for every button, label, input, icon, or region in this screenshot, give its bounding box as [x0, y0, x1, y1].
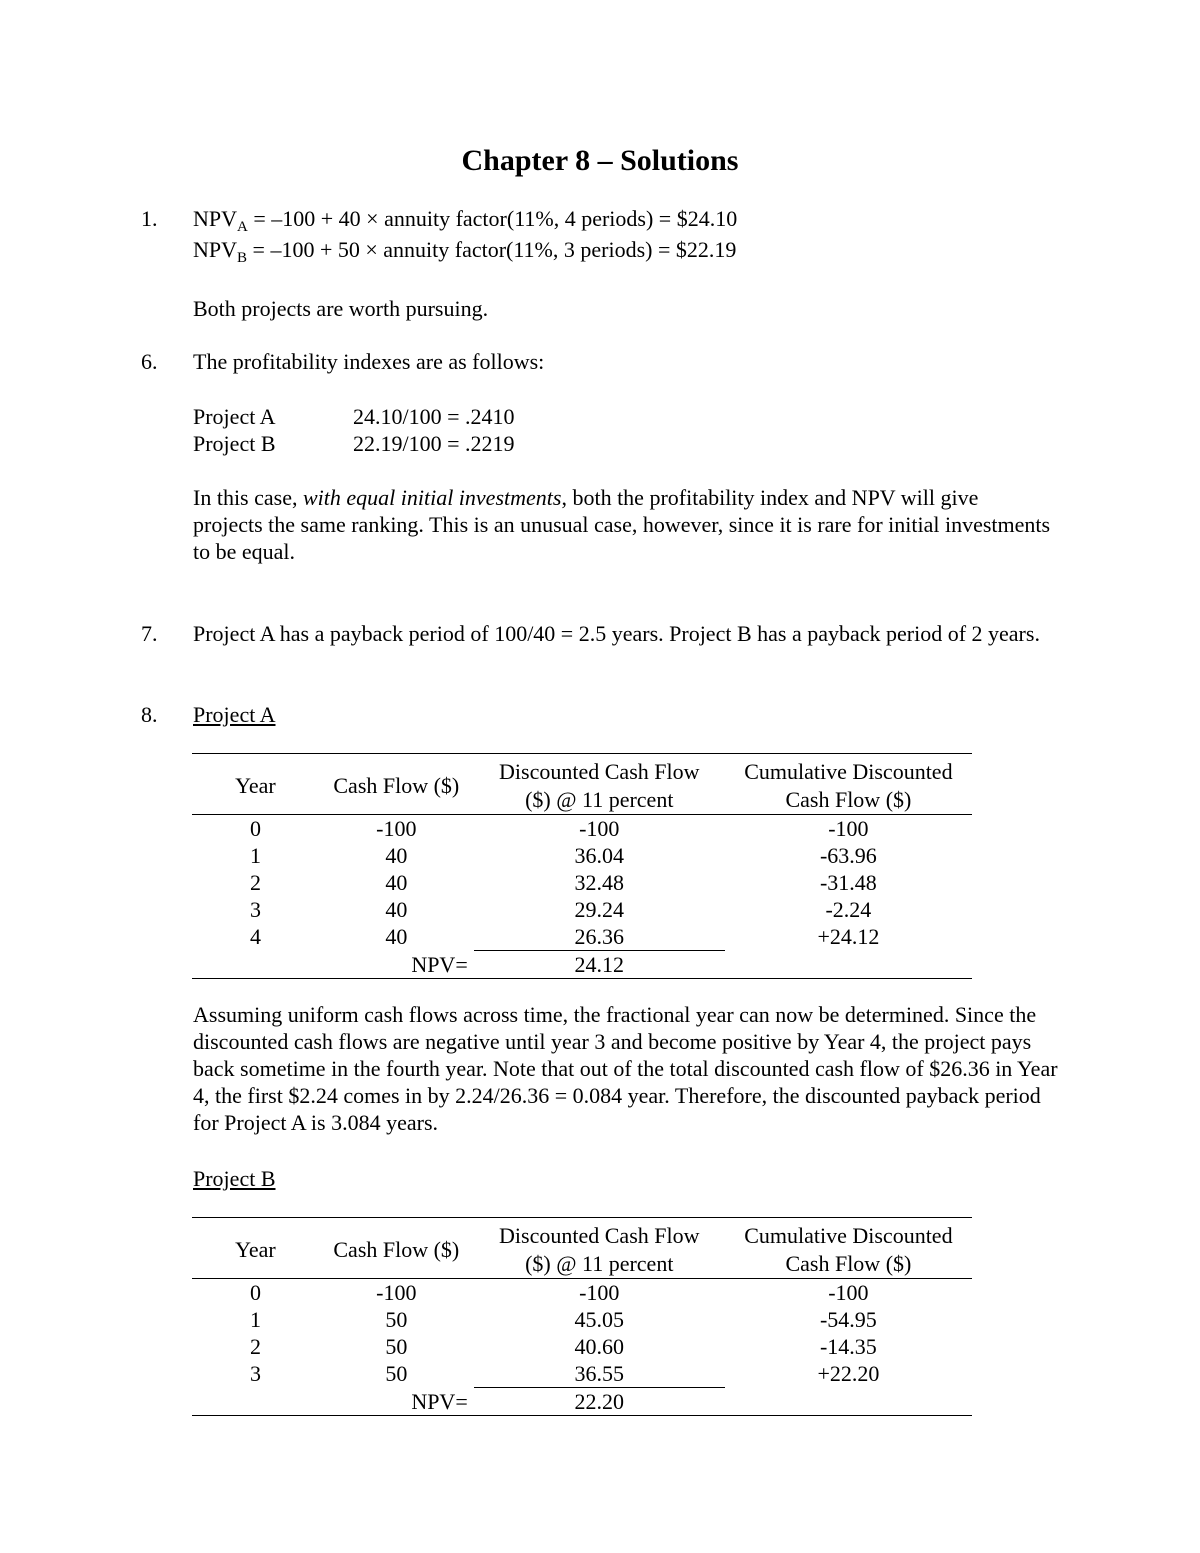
- table-cell: 50: [385, 1307, 408, 1332]
- project-b-table: [192, 1217, 972, 1416]
- table-cell: 0: [249, 816, 261, 841]
- npv-value: 24.12: [474, 951, 725, 979]
- npv-value: 22.20: [474, 1388, 725, 1416]
- question-number: 6.: [141, 349, 158, 374]
- pi-value-a: 24.10/100 = .2410: [353, 404, 515, 429]
- table-cell: 36.55: [474, 1360, 725, 1388]
- npv-row: [192, 1388, 972, 1416]
- table-cell: 50: [385, 1361, 408, 1387]
- col-cash-flow-header: Cash Flow ($): [333, 1237, 460, 1262]
- npv-label: NPV=: [319, 1388, 474, 1416]
- table-cell: 2: [249, 1334, 261, 1359]
- table-row: [192, 1360, 972, 1388]
- table-row: [192, 1279, 972, 1307]
- table-cell: -14.35: [819, 1334, 877, 1359]
- table-cell: 40: [385, 924, 408, 950]
- question-number: 8.: [141, 702, 158, 727]
- q1-conclusion: Both projects are worth pursuing.: [193, 296, 489, 321]
- table-cell: [725, 951, 972, 979]
- table-cell: 3: [249, 1361, 261, 1387]
- table-cell: 50: [385, 1334, 408, 1359]
- col-cumulative-header: Cumulative Discounted Cash Flow ($): [744, 759, 953, 812]
- npv-row: [192, 951, 972, 979]
- table-row: [192, 1306, 972, 1333]
- table-cell: 45.05: [574, 1307, 625, 1332]
- table-row: [192, 923, 972, 951]
- table-cell: 4: [249, 924, 261, 950]
- table-cell: 29.24: [574, 897, 625, 922]
- table-cell: 3: [249, 897, 261, 922]
- table-cell: -100: [579, 816, 620, 841]
- table-cell: 36.04: [574, 843, 625, 868]
- table-cell: 2: [249, 870, 261, 895]
- q6-intro: The profitability indexes are as follows:: [193, 349, 545, 374]
- col-cumulative-header: Cumulative Discounted Cash Flow ($): [744, 1223, 953, 1276]
- table-cell: -2.24: [825, 897, 872, 922]
- table-cell: -100: [828, 1280, 869, 1305]
- project-a-table: [192, 753, 972, 979]
- table-cell: -100: [828, 816, 869, 841]
- col-cash-flow-header: Cash Flow ($): [333, 773, 460, 798]
- table-cell: 40: [385, 843, 408, 868]
- npv-b-equation: $NPV_B = -100 + 50$ × annuity factor(11%, 3 periods) = $22.19: [193, 237, 737, 266]
- table-row: [192, 815, 972, 843]
- table-cell: -31.48: [819, 870, 877, 895]
- table-header-row: [192, 1218, 972, 1279]
- table-cell: -100: [376, 816, 417, 841]
- table-cell: +24.12: [817, 924, 880, 950]
- table-cell: +22.20: [817, 1361, 880, 1387]
- table-cell: [192, 1388, 319, 1416]
- table-header-row: [192, 754, 972, 815]
- table-cell: [725, 1388, 972, 1416]
- table-row: [192, 896, 972, 923]
- question-number: 1.: [141, 206, 158, 231]
- table-cell: -54.95: [819, 1307, 877, 1332]
- table-cell: -100: [376, 1280, 417, 1305]
- col-discounted-header: Discounted Cash Flow ($) @ 11 percent: [499, 759, 700, 812]
- pi-value-b: 22.19/100 = .2219: [353, 431, 515, 456]
- project-b-heading: Project B: [193, 1166, 276, 1191]
- project-a-explanation: Assuming uniform cash flows across time, the fractional year can now be determined. Since the discounted cash flows are negative until year 3 and become positive by Year 4, the project pays back sometime in the fourth year. Note that out of the total discounted cash flow of $26.36 in Year 4, the first $2.24 comes in by 2.24/26.36 = 0.084 year. Therefore, the discounted payback period for Project A is 3.084 years.: [193, 1002, 1058, 1135]
- table-cell: 1: [249, 843, 261, 868]
- table-cell: 32.48: [574, 870, 625, 895]
- npv-label: NPV=: [319, 951, 474, 979]
- table-cell: -63.96: [819, 843, 877, 868]
- table-cell: -100: [579, 1280, 620, 1305]
- table-cell: 40.60: [574, 1334, 625, 1359]
- col-year-header: Year: [235, 773, 276, 798]
- table-cell: 40: [385, 870, 408, 895]
- project-a-heading: Project A: [193, 702, 276, 727]
- question-number: 7.: [141, 621, 158, 646]
- npv-a-equation: $NPV_A = -100 + 40$ × annuity factor(11%, 4 periods) = $24.10: [193, 206, 738, 235]
- col-discounted-header: Discounted Cash Flow ($) @ 11 percent: [499, 1223, 700, 1276]
- table-cell: [192, 951, 319, 979]
- pi-label-b: Project B: [193, 431, 276, 456]
- table-cell: 0: [249, 1280, 261, 1305]
- pi-label-a: Project A: [193, 404, 276, 429]
- table-cell: 1: [249, 1307, 261, 1332]
- q7-text: Project A has a payback period of 100/40 = 2.5 years. Project B has a payback period of 2 years.: [193, 621, 1040, 646]
- table-row: [192, 869, 972, 896]
- col-year-header: Year: [235, 1237, 276, 1262]
- q6-paragraph: In this case, with equal initial investments, both the profitability index and NPV will give projects the same ranking. This is an unusual case, however, since it is rare for initial investments to be equal.: [193, 485, 1051, 564]
- table-row: [192, 1333, 972, 1360]
- table-row: [192, 842, 972, 869]
- page-title: Chapter 8 – Solutions: [461, 144, 739, 177]
- table-cell: 26.36: [474, 923, 725, 951]
- table-cell: 40: [385, 897, 408, 922]
